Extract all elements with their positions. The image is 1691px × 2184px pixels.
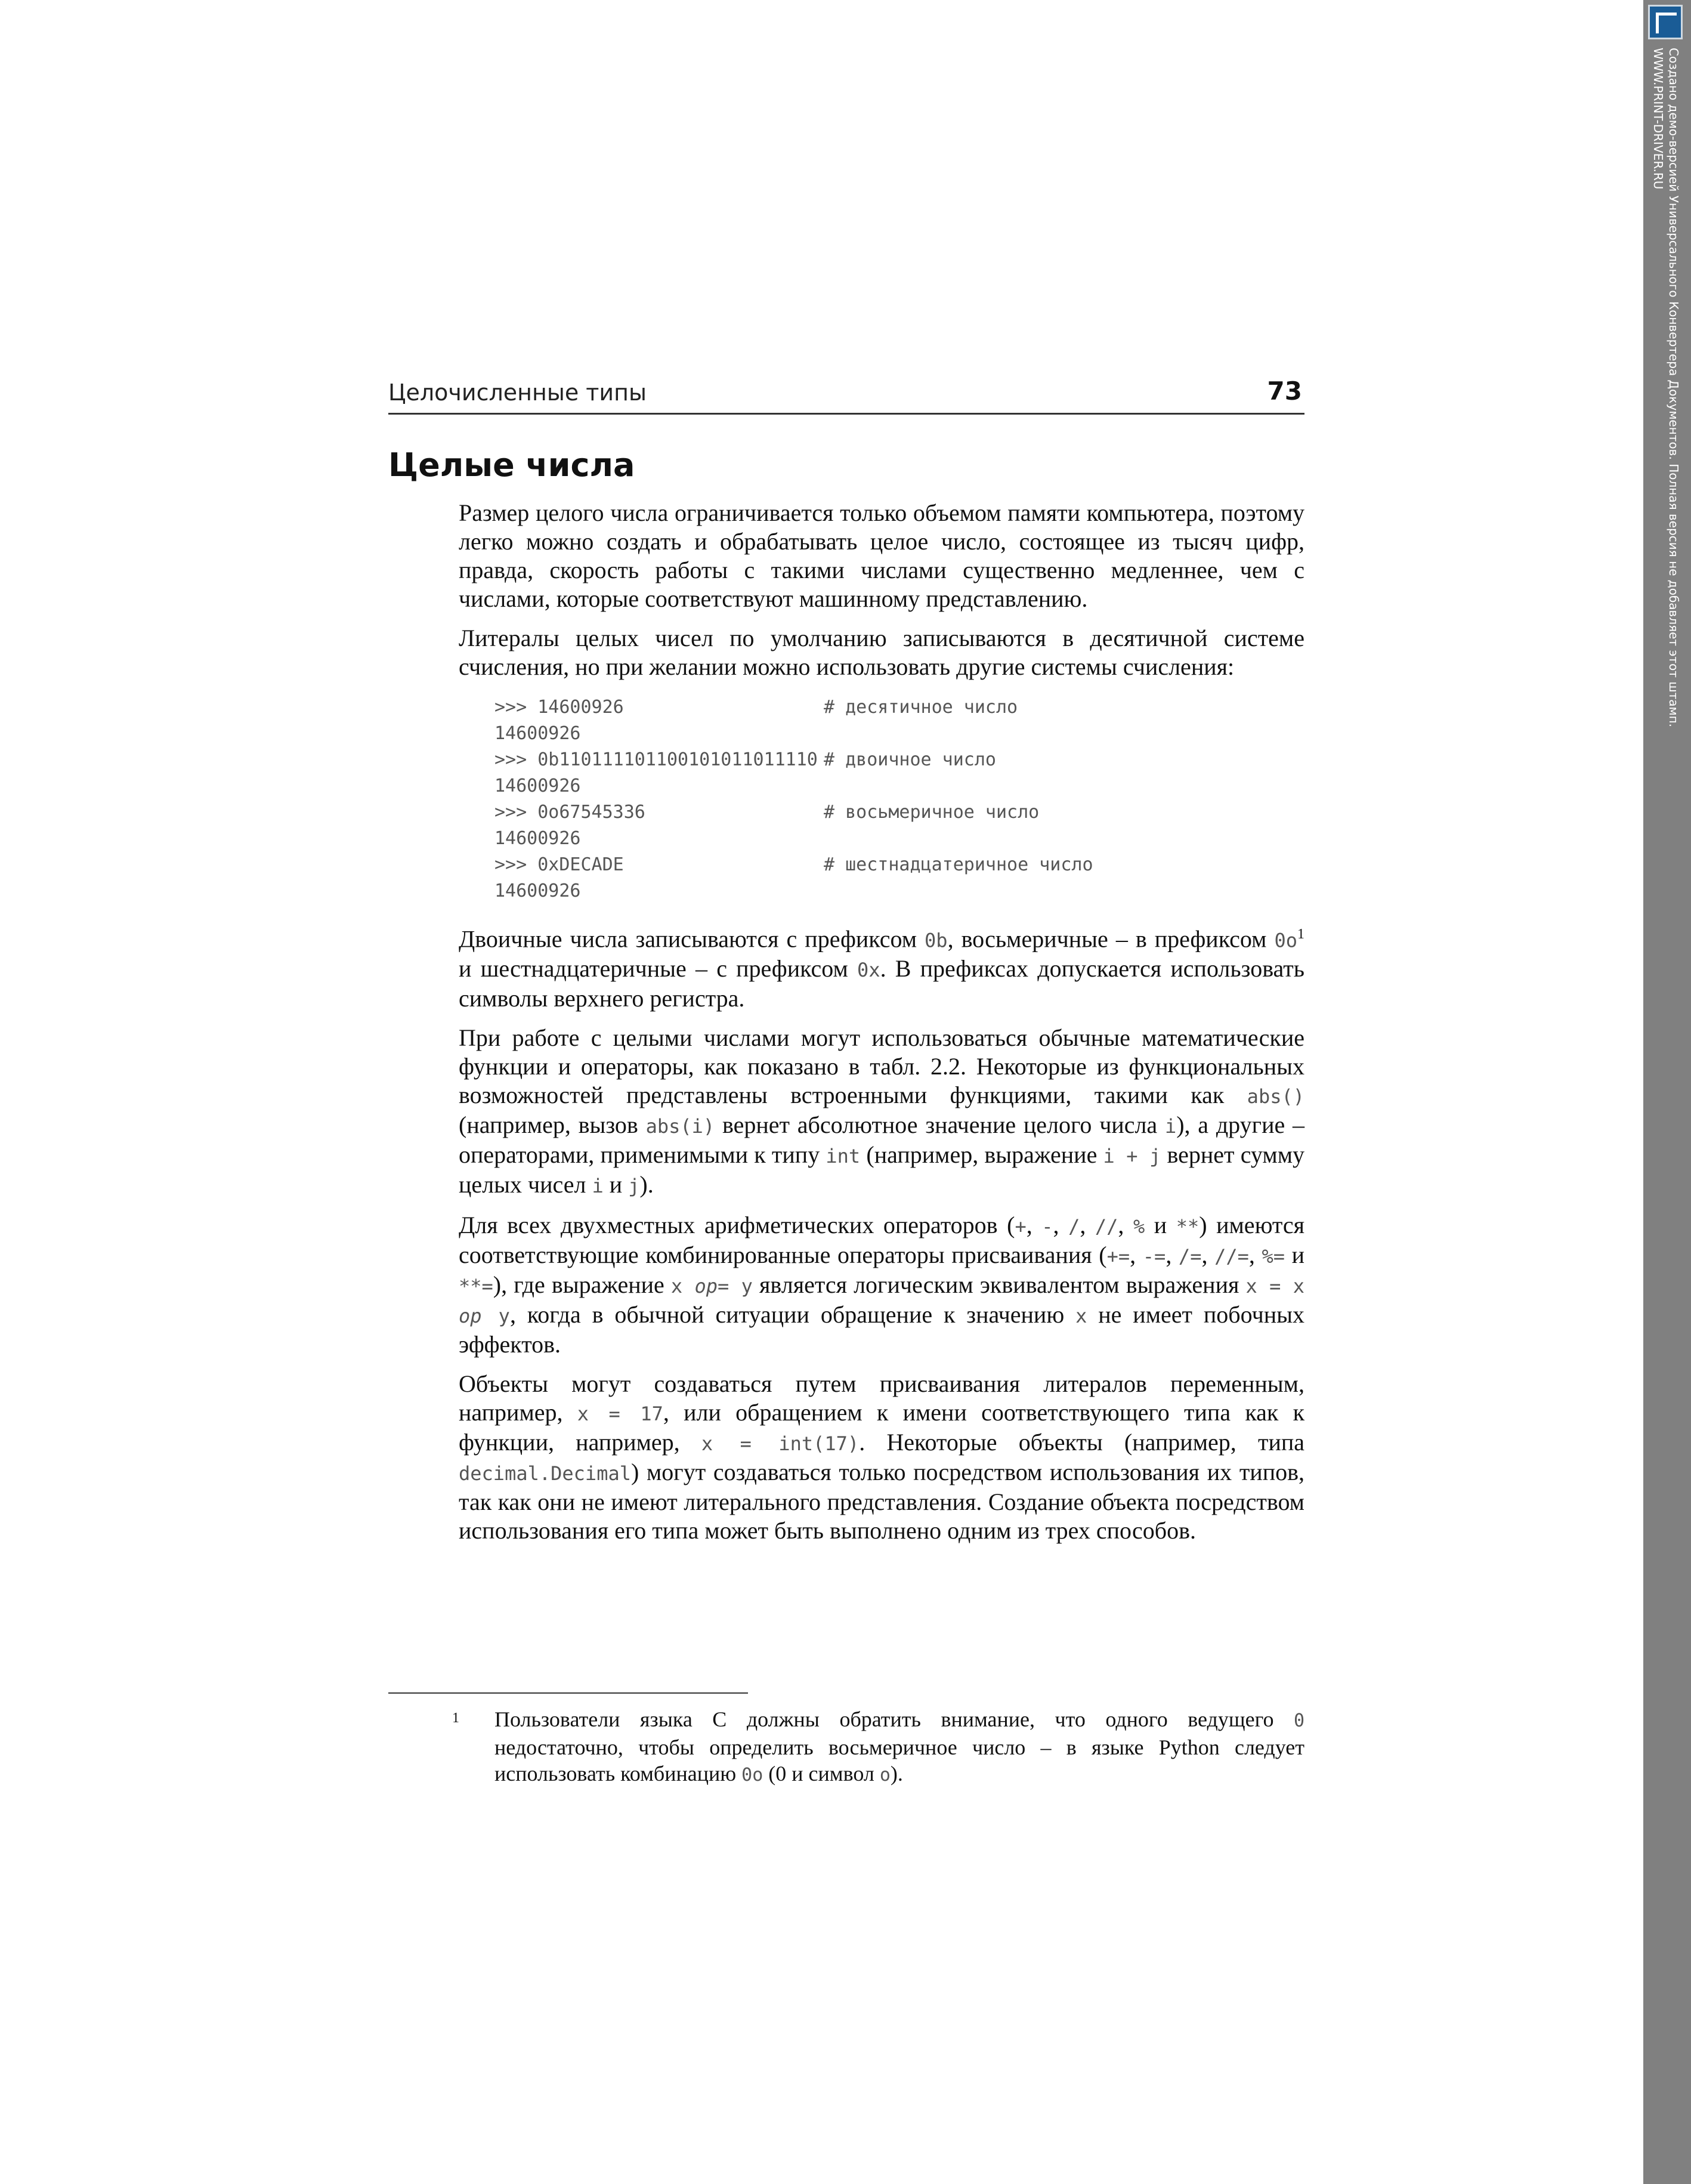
running-header <box>388 375 1304 415</box>
paragraph-4: При работе с целыми числами могут использоваться обычные математические функции и операторы, как показано в табл. 2.2. Некоторые из функциональных возможностей представлены встроенными функциями, такими как abs() (например, вызов abs(i) вернет абсолютное значение целого числа i), а другие – операторами, применимыми к типу int (например, выражение i + j вернет сумму целых чисел i и j). <box>459 1024 1305 1198</box>
footnote <box>452 1706 1304 1788</box>
code-line: 14600926 <box>494 723 581 744</box>
watermark-strip <box>1643 0 1691 2184</box>
footnote-text: Пользователи языка С должны обратить внимание, что одного ведущего 0 недостаточно, чтобы определить восьмеричное число – в языке Python следует использовать комбинацию 0o (0 и символ o). <box>494 1707 1304 1785</box>
footnote-mark: 1 <box>452 1710 459 1726</box>
code-line: >>> 0b110111101100101011011110 # двоичное число <box>494 749 996 770</box>
page-number: 73 <box>1267 376 1302 406</box>
paragraph-6: Объекты могут создаваться путем присваивания литералов переменным, например, x = 17, или обращением к имени соответствующего типа как к функции, например, x = int(17). Некоторые объекты (например, типа decimal.Decimal) могут создаваться только посредством использования их типов, так как они не имеют литерального представления. Создание объекта посредством использования его типа может быть выполнено одним из трех способов. <box>459 1370 1305 1544</box>
code-line: >>> 0o67545336 # восьмеричное число <box>494 802 1040 823</box>
section-title: Целые числа <box>388 446 635 484</box>
code-line: 14600926 <box>494 881 581 901</box>
code-line: 14600926 <box>494 776 581 796</box>
body-text <box>459 499 1304 1556</box>
watermark-text: Создано демо-версией Универсального Конвертера Документов. Полная версия не добавляет этот штамп. WWW.PRINT-DRIVER.RU <box>1651 48 1681 728</box>
paragraph-2: Литералы целых чисел по умолчанию записываются в десятичной системе счисления, но при желании можно использовать другие системы счисления: <box>459 625 1304 680</box>
converter-logo-icon <box>1648 5 1683 39</box>
running-title: Целочисленные типы <box>388 379 647 406</box>
paragraph-1: Размер целого числа ограничивается только объемом памяти компьютера, поэтому легко можно создать и обрабатывать целое число, состоящее из тысяч цифр, правда, скорость работы с такими числами существенно медленнее, чем с числами, которые соответствуют машинному представлению. <box>459 499 1304 612</box>
footnote-ref: 1 <box>1297 926 1304 942</box>
code-example <box>494 694 1304 904</box>
footnote-divider <box>388 1692 748 1694</box>
paragraph-5: Для всех двухместных арифметических операторов (+, -, /, //, % и **) имеются соответствующие комбинированные операторы присваивания (+=, -=, /=, //=, %= и **=), где выражение x op= y является логическим эквивалентом выражения x = x op y, когда в обычной ситуации обращение к значению x не имеет побочных эффектов. <box>459 1212 1305 1358</box>
paragraph-3: Двоичные числа записываются с префиксом 0b, восьмеричные – в префиксом $0o^1$ и шестнадцатеричные – с префиксом 0x. В префиксах допускается использовать символы верхнего регистра. <box>459 925 1304 1012</box>
code-line: 14600926 <box>494 828 581 849</box>
code-line: >>> 0xDECADE # шестнадцатеричное число <box>494 854 1093 875</box>
code-line: >>> 14600926 # десятичное число <box>494 697 1018 718</box>
